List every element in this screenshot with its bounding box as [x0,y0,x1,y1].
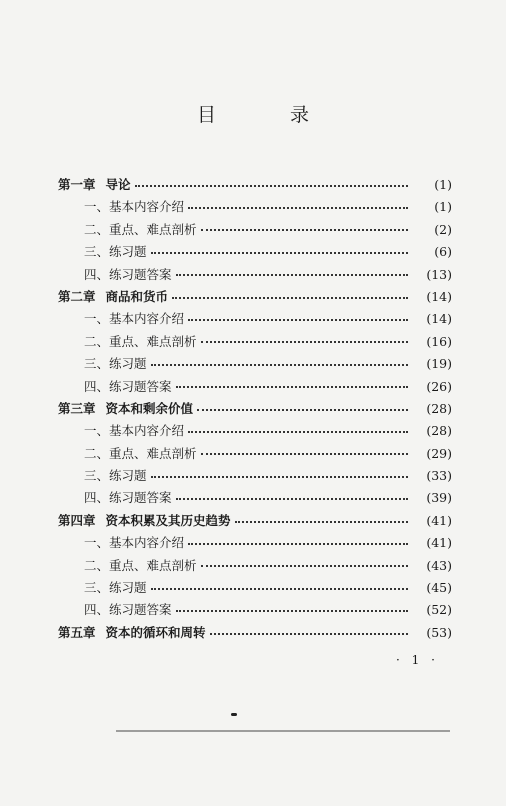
toc-entry-number: 三、 [84,580,110,596]
dot-leader [197,408,408,411]
table-of-contents [58,174,452,644]
toc-entry-number: 第三章 [58,400,96,416]
toc-entry-title: 练习题答案 [109,378,172,394]
toc-entry-title: 基本内容介绍 [109,199,185,215]
toc-entry-heading [58,219,197,241]
toc-entry-number: 第五章 [58,624,96,640]
toc-entry-number: 三、 [84,468,110,484]
toc-entry-title: 基本内容介绍 [109,535,185,551]
toc-entry-title: 资本和剩余价值 [105,400,194,416]
toc-entry-title: 导论 [105,177,131,192]
toc-entry-heading [58,555,197,577]
toc-entry-page: (41) [426,512,452,528]
toc-entry-page: (41) [426,535,452,551]
dot-leader [151,363,408,366]
toc-entry-number: 二、 [84,557,110,573]
toc-entry-heading [58,465,147,487]
toc-entry-heading [58,532,184,554]
toc-entry-number: 第一章 [58,177,96,192]
toc-entry-page: (45) [426,580,452,596]
toc-section-entry [58,465,452,487]
toc-entry-title: 资本积累及其历史趋势 [105,512,231,528]
toc-entry-heading [58,331,197,353]
toc-entry-heading [58,622,206,644]
toc-entry-title: 练习题答案 [109,490,172,506]
toc-entry-title: 练习题 [109,244,147,260]
toc-entry-page: (43) [426,557,452,573]
dot-leader [151,587,408,590]
toc-entry-number: 四、 [84,602,110,618]
toc-chapter-entry [58,398,452,420]
toc-entry-page: (33) [426,468,452,484]
dot-leader [176,385,408,388]
toc-entry-number: 一、 [84,423,110,439]
toc-entry-number: 一、 [84,535,110,551]
toc-entry-title: 练习题答案 [109,266,172,282]
bottom-rule [116,730,450,732]
toc-section-entry [58,241,452,263]
toc-entry-heading [58,376,172,398]
toc-entry-heading [58,398,193,420]
toc-entry-page: (28) [426,423,452,439]
toc-section-entry [58,264,452,286]
dot-leader [188,430,408,433]
toc-chapter-entry [58,622,452,644]
toc-entry-title: 重点、难点剖析 [109,557,197,573]
toc-chapter-entry [58,510,452,532]
dot-leader [235,520,408,523]
toc-section-entry [58,196,452,218]
toc-entry-number: 四、 [84,490,110,506]
toc-entry-heading [58,510,231,532]
toc-entry-title: 重点、难点剖析 [109,221,197,237]
page-number: · 1 · [396,653,439,667]
toc-entry-number: 一、 [84,311,110,327]
toc-entry-heading [58,577,147,599]
toc-section-entry [58,376,452,398]
page-title: 目 录 [196,104,344,126]
toc-entry-number: 第二章 [58,288,96,304]
dot-leader [176,273,408,276]
toc-section-entry [58,443,452,465]
dot-leader [210,632,408,635]
toc-section-entry [58,219,452,241]
toc-entry-heading [58,286,168,308]
dot-leader [201,452,408,455]
toc-entry-title: 重点、难点剖析 [109,333,197,349]
dot-leader [176,497,408,500]
toc-chapter-entry [58,174,452,196]
toc-entry-title: 商品和货币 [105,288,169,304]
dot-leader [151,475,408,478]
toc-entry-page: (19) [426,356,452,372]
toc-entry-page: (16) [426,333,452,349]
toc-entry-number: 一、 [84,199,110,215]
toc-entry-page: (14) [426,311,452,327]
dot-leader [201,340,408,343]
toc-entry-number: 二、 [84,445,110,461]
toc-entry-heading [58,599,172,621]
toc-entry-heading [58,174,131,196]
dot-leader [172,296,408,299]
toc-section-entry [58,353,452,375]
toc-entry-page: (1) [434,177,452,192]
toc-entry-title: 基本内容介绍 [109,311,185,327]
toc-entry-page: (29) [426,445,452,461]
toc-entry-heading [58,196,184,218]
toc-section-entry [58,487,452,509]
toc-entry-number: 四、 [84,266,110,282]
toc-entry-title: 练习题 [109,468,147,484]
dot-leader [188,206,408,209]
toc-section-entry [58,532,452,554]
toc-entry-page: (14) [426,288,452,304]
toc-section-entry [58,420,452,442]
toc-entry-heading [58,241,147,263]
toc-entry-page: (2) [434,221,452,237]
toc-entry-heading [58,487,172,509]
toc-entry-page: (52) [426,602,452,618]
toc-entry-page: (53) [426,624,452,640]
toc-entry-title: 基本内容介绍 [109,423,185,439]
toc-section-entry [58,308,452,330]
toc-entry-number: 二、 [84,333,110,349]
toc-entry-heading [58,420,184,442]
toc-entry-page: (26) [426,378,452,394]
dot-leader [151,251,408,254]
toc-entry-title: 练习题 [109,580,147,596]
toc-section-entry [58,599,452,621]
toc-entry-heading [58,308,184,330]
toc-entry-page: (6) [434,244,452,260]
toc-entry-number: 三、 [84,356,110,372]
dot-leader [135,184,408,187]
toc-entry-page: (1) [434,199,452,215]
toc-entry-page: (13) [426,266,452,282]
toc-section-entry [58,331,452,353]
toc-section-entry [58,577,452,599]
toc-chapter-entry [58,286,452,308]
toc-entry-title: 练习题 [109,356,147,372]
dot-leader [188,318,408,321]
toc-entry-number: 四、 [84,378,110,394]
toc-entry-title: 重点、难点剖析 [109,445,197,461]
toc-entry-title: 练习题答案 [109,602,172,618]
dot-leader [188,542,408,545]
toc-entry-number: 三、 [84,244,110,260]
toc-entry-number: 二、 [84,221,110,237]
toc-entry-page: (39) [426,490,452,506]
dot-leader [201,228,408,231]
dot-leader [201,564,408,567]
dot-leader [176,609,408,612]
toc-entry-page: (28) [426,400,452,416]
toc-entry-heading [58,353,147,375]
toc-entry-heading [58,443,197,465]
toc-section-entry [58,555,452,577]
ink-speck [231,713,237,716]
toc-entry-title: 资本的循环和周转 [105,624,206,640]
toc-entry-heading [58,264,172,286]
toc-entry-number: 第四章 [58,512,96,528]
